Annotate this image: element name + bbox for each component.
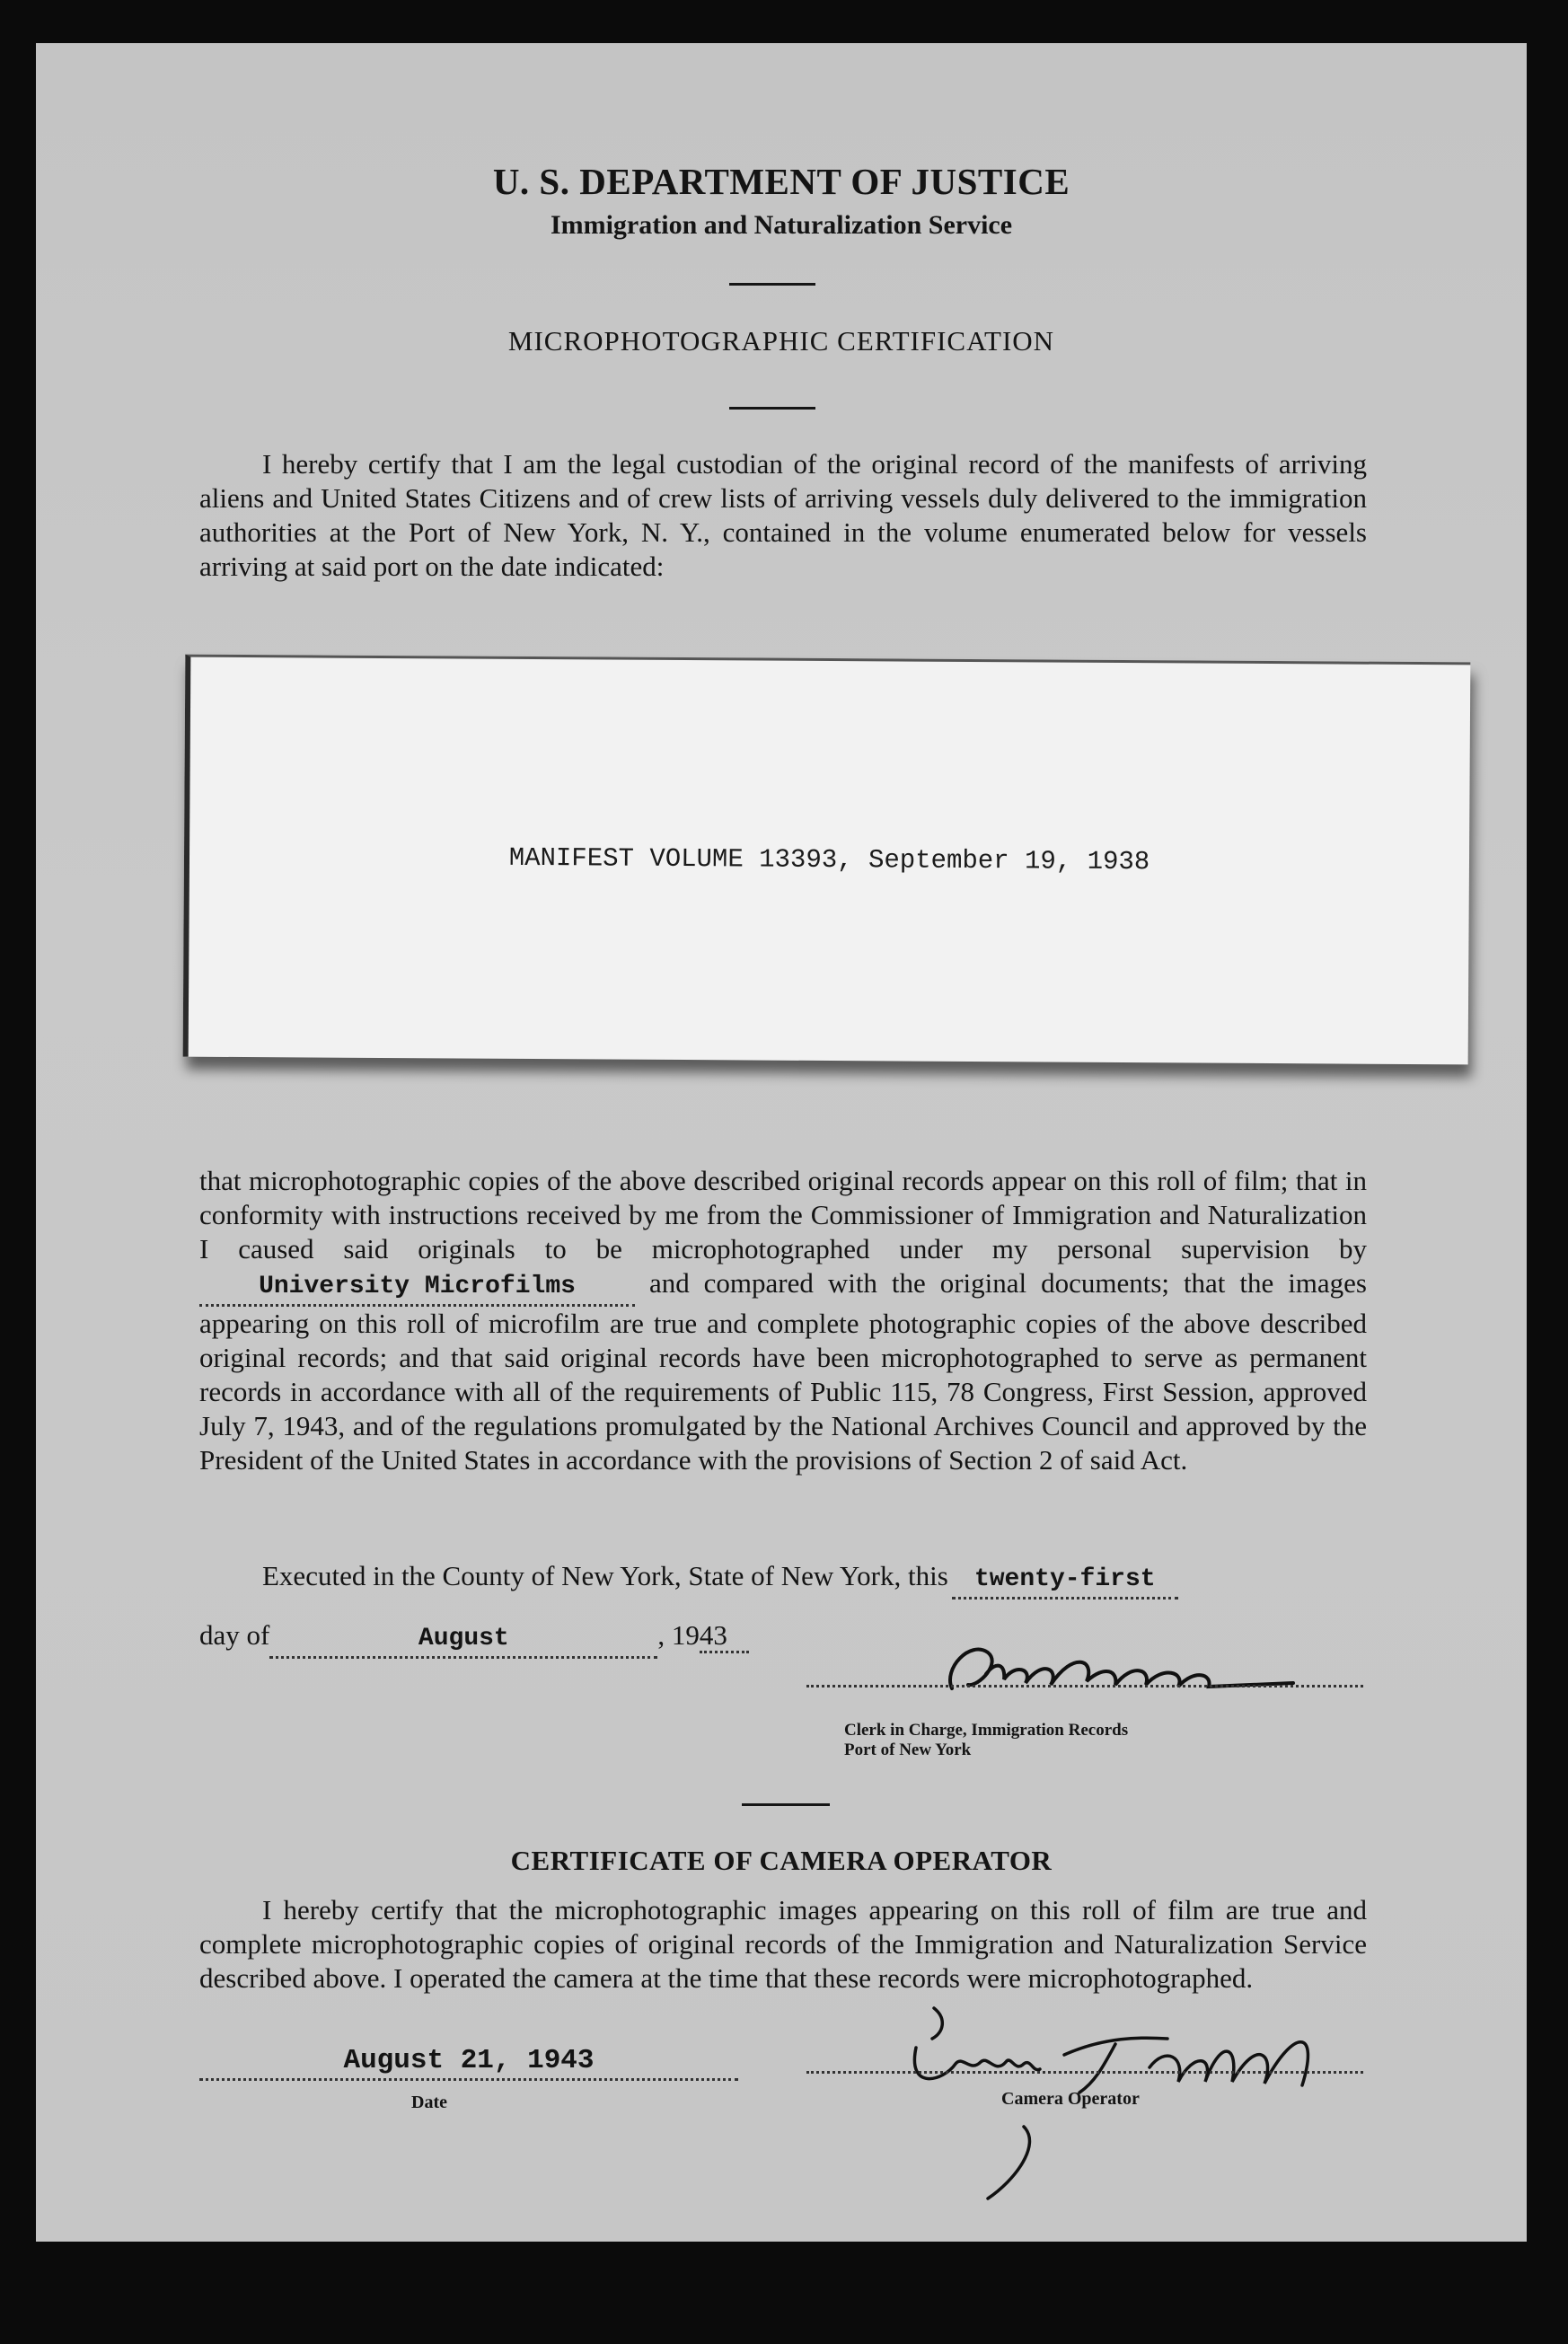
execution-year-field: 43 (700, 1619, 749, 1653)
execution-day-field: twenty-first (952, 1563, 1178, 1599)
execution-year-prefix: , 19 (657, 1619, 700, 1651)
supervisor-field: University Microfilms (199, 1270, 635, 1307)
certification-heading: MICROPHOTOGRAPHIC CERTIFICATION (507, 325, 1055, 357)
execution-line (262, 1559, 1178, 1599)
divider-bottom (742, 1803, 830, 1806)
clerk-signature-line (806, 1685, 1363, 1688)
clerk-title-line2: Port of New York (844, 1740, 972, 1759)
execution-month-field: August (269, 1622, 657, 1659)
camera-certificate-text: I hereby certify that the microphotographic images appearing on this roll of film are true and complete microphotographic copies of original records of the Immigration and Naturalization Service described above. I operated the camera at the time that these records were microphotographed. (199, 1894, 1367, 1994)
service-subtitle: Immigration and Naturalization Service (550, 210, 1013, 240)
execution-text: Executed in the County of New York, State of New York, this (262, 1560, 948, 1591)
divider-top (729, 283, 815, 286)
clerk-signature (916, 1633, 1347, 1705)
day-of-line (199, 1618, 749, 1659)
agency-title: U. S. DEPARTMENT OF JUSTICE (492, 161, 1070, 202)
camera-operator-label: Camera Operator (1001, 2089, 1140, 2109)
clerk-title-line1: Clerk in Charge, Immigration Records (844, 1721, 1129, 1740)
body-text-part1: that microphotographic copies of the above described original records appear on this roll of film; that in conformity with instructions received by me from the Commissioner of Immigration and Naturalization I caused said originals to be microphotographed under my personal supervision by (199, 1165, 1367, 1265)
camera-operator-signature-line (806, 2071, 1363, 2074)
camera-certificate-heading: CERTIFICATE OF CAMERA OPERATOR (510, 1845, 1053, 1876)
body-text-part2: and compared with the original documents; that the images appearing on this roll of microfilm are true and complete photographic copies of the above described original records; and that said original records have been microphotographed to serve as permanent records in accordance with all of the requirements of Public 115, 78 Congress, First Session, approved July 7, 1943, and of the regulations promulgated by the National Archives Council and approved by the President of the United States in accordance with the provisions of Section 2 of said Act. (199, 1267, 1368, 1476)
divider-middle (729, 407, 815, 410)
volume-label: MANIFEST VOLUME 13393, September 19, 1938 (508, 842, 1150, 877)
certification-body (199, 1164, 1367, 1477)
date-label: Date (411, 2093, 447, 2112)
operator-date-field: August 21, 1943 (199, 2044, 738, 2081)
volume-label-card (183, 655, 1471, 1065)
certificate-document (36, 43, 1527, 2242)
intro-paragraph: I hereby certify that I am the legal custodian of the original record of the manifests of arriving aliens and United States Citizens and of crew lists of arriving vessels duly delivered to the immigration authorities at the Port of New York, N. Y., contained in the volume enumerated below for vessels arriving at said port on the date indicated: (199, 448, 1367, 582)
day-of-label: day of (199, 1619, 270, 1651)
